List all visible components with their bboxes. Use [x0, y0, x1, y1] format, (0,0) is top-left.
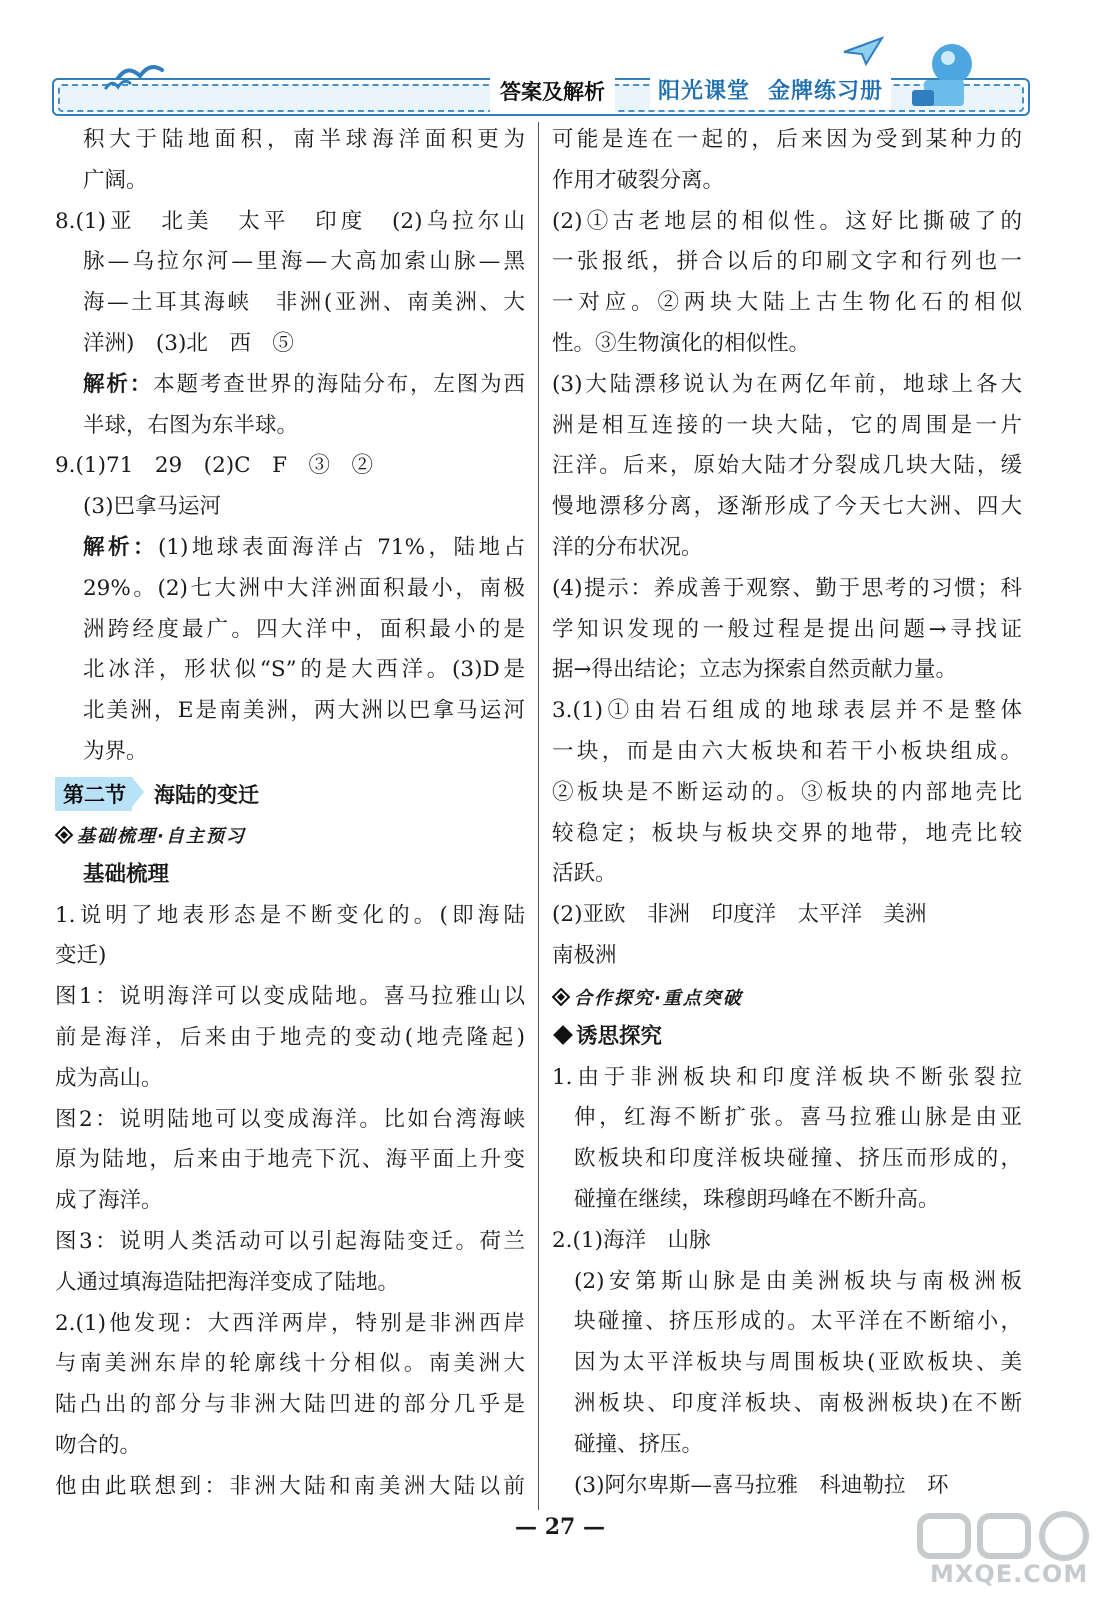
answer-9-line: 9.(1)71 29 (2)C F ③ ②	[55, 453, 374, 479]
text-line: (2)安第斯山脉是由美洲板块与南极洲板	[574, 1268, 1022, 1294]
section-heading	[55, 773, 525, 815]
text-line: 北美洲，E是南美洲，两大洲以巴拿马运河	[83, 698, 525, 724]
watermark-text: MXQE.COM	[930, 1560, 1089, 1588]
text-line: 因为太平洋板块与周围板块(亚欧板块、美	[574, 1350, 1022, 1376]
section-badge: 第二节	[55, 777, 132, 811]
text-line: 吻合的。	[55, 1432, 142, 1458]
brand-part-2: 金牌练习册	[768, 79, 884, 104]
subsection-heading	[55, 815, 525, 855]
header-brand	[650, 72, 891, 110]
text-line: 成为高山。	[55, 1065, 163, 1091]
text-line: 一对应。②两块大陆上古生物化石的相似	[552, 290, 1022, 316]
text-line: (3)巴拿马运河	[83, 494, 221, 520]
topic-heading	[552, 1017, 1022, 1058]
text-line: 可能是连在一起的，后来因为受到某种力的	[552, 127, 1022, 152]
text-line: 图2：说明陆地可以变成海洋。比如台湾海峡	[55, 1106, 525, 1132]
analysis-label: 解析：	[83, 371, 154, 397]
text-line: 碰撞、挤压。	[574, 1431, 704, 1457]
text-line: 南极洲	[552, 942, 617, 968]
diamond-icon	[552, 988, 570, 1006]
text-line: 据→得出结论；立志为探索自然贡献力量。	[552, 657, 958, 683]
brand-part-1: 阳光课堂	[658, 79, 751, 104]
text-line: 作用才破裂分离。	[552, 167, 725, 193]
paper-plane-icon	[842, 36, 884, 66]
text-line: 洲跨经度最广。四大洋中，面积最小的是	[83, 616, 525, 642]
analysis-line	[55, 365, 525, 406]
text-line: (2)亚欧 非洲 印度洋 太平洋 美洲	[552, 902, 927, 928]
text-line: 北冰洋，形状似“S”的是大西洋。(3)D是	[83, 657, 525, 683]
text-line: 学知识发现的一般过程是提出问题→寻找证	[552, 616, 1022, 642]
analysis-label: 解析：	[83, 534, 158, 560]
text-line: 人通过填海造陆把海洋变成了陆地。	[55, 1269, 400, 1295]
text-line: 较稳定；板块与板块交界的地带，地壳比较	[552, 820, 1022, 846]
text-line: 块碰撞、挤压形成的。太平洋在不断缩小，	[574, 1309, 1022, 1335]
text-line: 洲板块、印度洋板块、南极洲板块)在不断	[574, 1390, 1022, 1416]
text-line: 活跃。	[552, 861, 617, 887]
analysis-line	[55, 528, 525, 569]
text-line: 广阔。	[83, 167, 148, 193]
text-line: (3)大陆漂移说认为在两亿年前，地球上各大	[552, 371, 1022, 397]
left-column	[55, 120, 525, 1508]
text-line: 陆凸出的部分与非洲大陆凹进的部分几乎是	[55, 1392, 525, 1418]
diamond-icon	[55, 826, 73, 844]
text-line: 洋洲) (3)北 西 ⑤	[83, 330, 294, 356]
seagull-icon	[104, 76, 132, 94]
text-line: ②板块是不断运动的。③板块的内部地壳比	[552, 779, 1022, 805]
text-line: (4)提示：养成善于观察、勤于思考的习惯；科	[552, 575, 1022, 601]
page-number: — 27 —	[515, 1514, 605, 1540]
bullet-diamond-icon	[553, 1025, 573, 1045]
text-line: 2.(1)海洋 山脉	[552, 1227, 711, 1253]
text-line: 一张报纸，拼合以后的印刷文字和行列也一	[552, 249, 1022, 275]
text-line: 图1：说明海洋可以变成陆地。喜马拉雅山以	[55, 984, 525, 1010]
mascot-icon	[904, 40, 984, 110]
text-line: (2)①古老地层的相似性。这好比撕破了的	[552, 208, 1022, 234]
topic-heading: 基础梳理	[83, 861, 170, 887]
section-name: 海陆的变迁	[154, 782, 259, 807]
text-line: 碰撞在继续，珠穆朗玛峰在不断升高。	[574, 1186, 940, 1212]
text-line: 一块，而是由六大板块和若干小板块组成。	[552, 738, 1022, 764]
header-section-title: 答案及解析	[490, 74, 615, 112]
text-line: 原为陆地，后来由于地壳下沉、海平面上升变	[55, 1147, 525, 1173]
analysis-text: (1)地球表面海洋占 71%，陆地占	[157, 534, 525, 560]
text-line: 29%。(2)七大洲中大洋洲面积最小，南极	[83, 575, 525, 601]
text-line: 欧板块和印度洋板块碰撞、挤压而形成的，	[574, 1146, 1022, 1172]
text-line: 海—土耳其海峡 非洲(亚洲、南美洲、大	[83, 290, 525, 316]
text-line: 脉—乌拉尔河—里海—大高加索山脉—黑	[83, 249, 525, 275]
watermark-emblem-icon	[900, 1508, 1100, 1564]
text-line: 汪洋。后来，原始大陆才分裂成几块大陆，缓	[552, 453, 1022, 479]
subsection-title: 基础梳理·自主预习	[77, 825, 246, 847]
text-line: 洋的分布状况。	[552, 534, 703, 560]
text-line: 1.由于非洲板块和印度洋板块不断张裂拉	[552, 1064, 1022, 1090]
watermark-logo	[900, 1508, 1110, 1598]
right-column	[552, 120, 1022, 1506]
text-line: 2.(1)他发现：大西洋两岸，特别是非洲西岸	[55, 1310, 525, 1336]
text-line: 前是海洋，后来由于地壳的变动(地壳隆起)	[55, 1024, 525, 1050]
page-header	[0, 0, 1120, 118]
text-line: 洲是相互连接的一块大陆，它的周围是一片	[552, 412, 1022, 438]
subsection-title: 合作探究·重点突破	[574, 987, 743, 1009]
text-line: 成了海洋。	[55, 1188, 163, 1214]
text-line: 半球，右图为东半球。	[83, 412, 299, 438]
text-line: 为界。	[83, 738, 148, 764]
text-line: 变迁)	[55, 943, 107, 969]
text-line: 他由此联想到：非洲大陆和南美洲大陆以前	[55, 1473, 525, 1499]
subsection-heading	[552, 977, 1022, 1017]
analysis-text: 本题考查世界的海陆分布，左图为西	[153, 371, 525, 397]
text-line: 1.说明了地表形态是不断变化的。(即海陆	[55, 902, 525, 928]
text-line: 与南美洲东岸的轮廓线十分相似。南美洲大	[55, 1351, 525, 1377]
text-line: 伸，红海不断扩张。喜马拉雅山脉是由亚	[574, 1105, 1022, 1131]
text-line: (3)阿尔卑斯—喜马拉雅 科迪勒拉 环	[574, 1472, 949, 1498]
topic-heading-text: 诱思探究	[576, 1023, 663, 1049]
text-line: 图3：说明人类活动可以引起海陆变迁。荷兰	[55, 1228, 525, 1254]
text-line: 3.(1)①由岩石组成的地球表层并不是整体	[552, 698, 1022, 724]
answer-8-line: 8.(1)亚 北美 太平 印度 (2)乌拉尔山	[55, 208, 525, 234]
text-line: 慢地漂移分离，逐渐形成了今天七大洲、四大	[552, 494, 1022, 520]
text-line: 性。③生物演化的相似性。	[552, 330, 811, 356]
text-line: 积大于陆地面积，南半球海洋面积更为	[83, 127, 525, 152]
column-divider	[538, 122, 539, 1510]
